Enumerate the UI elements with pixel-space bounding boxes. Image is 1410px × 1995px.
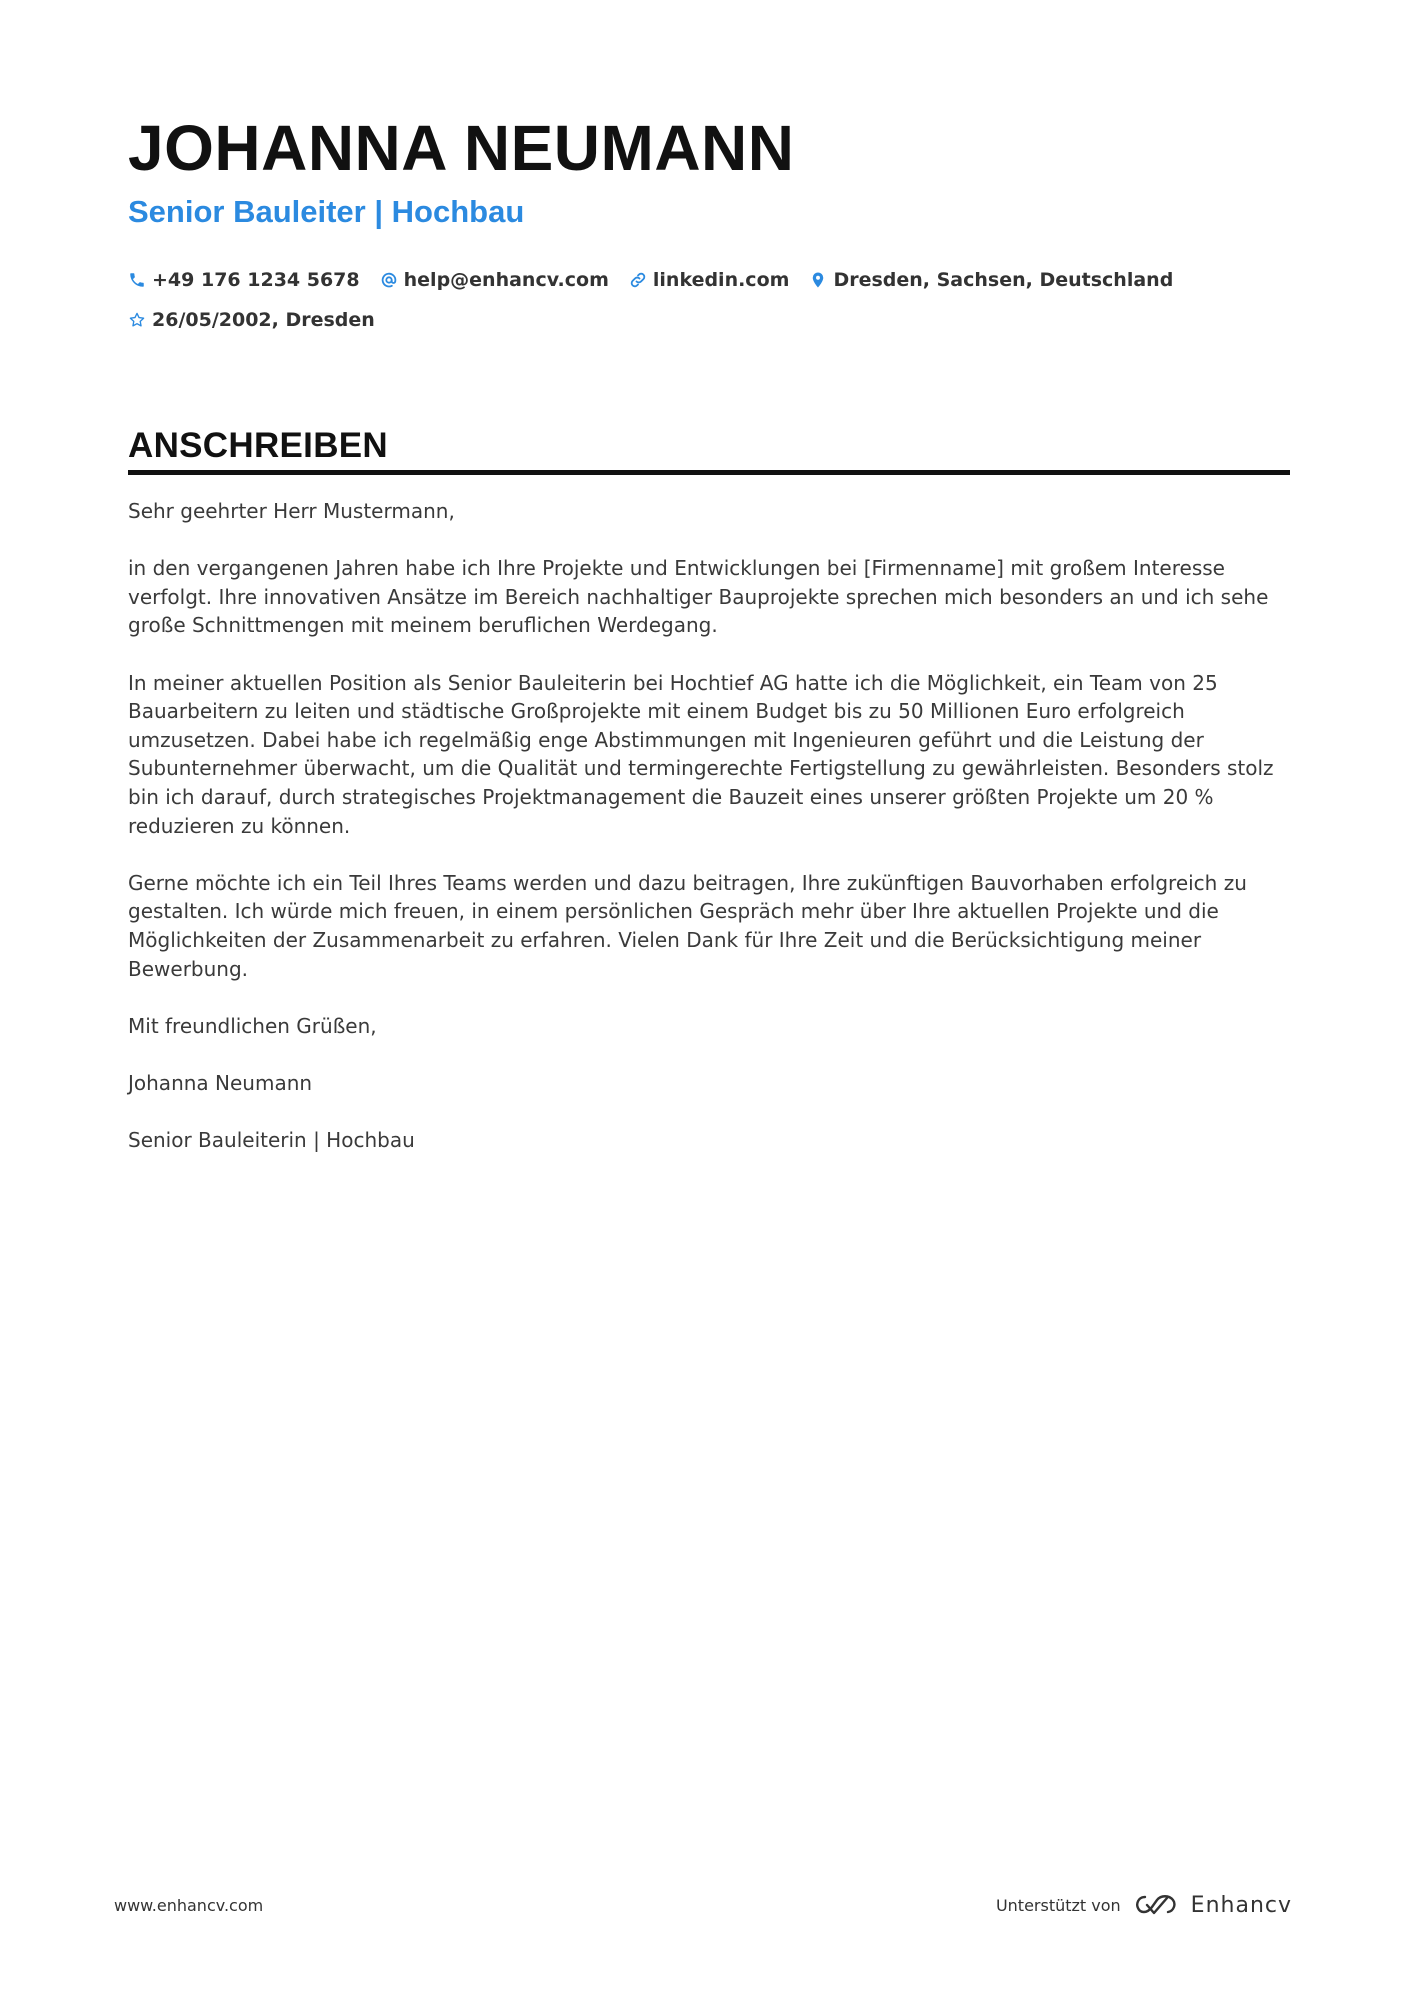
- location-pin-icon: [809, 271, 827, 289]
- enhancv-logo-icon: [1133, 1892, 1179, 1918]
- star-icon: [128, 311, 146, 329]
- phone-text: +49 176 1234 5678: [152, 269, 360, 291]
- candidate-headline: Senior Bauleiter | Hochbau: [128, 194, 525, 229]
- section-title: ANSCHREIBEN: [128, 426, 1290, 475]
- contact-email[interactable]: [380, 260, 609, 300]
- powered-by-text: Unterstützt von: [995, 1895, 1121, 1915]
- at-icon: [380, 271, 398, 289]
- contact-phone[interactable]: [128, 260, 360, 300]
- page-footer: [114, 1888, 1292, 1922]
- cover-letter-body: [128, 497, 1290, 1155]
- letter-paragraph: In meiner aktuellen Position als Senior Bauleiterin bei Hochtief AG hatte ich die Möglichkeit, ein Team von 25 Bauarbeitern zu leiten und städtische Großprojekte mit einem Budget bis zu 50 Millionen Euro erfolgreich umzusetzen. Dabei habe ich regelmäßig enge Abstimmungen mit Ingenieuren geführt und die Leistung der Subunternehmer überwacht, um die Qualität und termingerechte Fertigstellung zu gewährleisten. Besonders stolz bin ich darauf, durch strategisches Projektmanagement die Bauzeit eines unserer größten Projekte um 20 % reduzieren zu können.: [128, 670, 1274, 838]
- contact-info: [128, 260, 1290, 340]
- letter-salutation: Sehr geehrter Herr Mustermann,: [128, 499, 455, 523]
- powered-by[interactable]: [996, 1892, 1292, 1918]
- location-text: Dresden, Sachsen, Deutschland: [833, 269, 1174, 291]
- link-text: linkedin.com: [652, 269, 790, 291]
- contact-birth: [128, 300, 375, 340]
- contact-location: [809, 260, 1173, 300]
- letter-paragraph: Gerne möchte ich ein Teil Ihres Teams werden und dazu beitragen, Ihre zukünftigen Bauvorhaben erfolgreich zu gestalten. Ich würde mich freuen, in einem persönlichen Gespräch mehr über Ihre aktuellen Projekte und die Möglichkeiten der Zusammenarbeit zu erfahren. Vielen Dank für Ihre Zeit und die Berücksichtigung meiner Bewerbung.: [128, 870, 1247, 981]
- brand-name: Enhancv: [1190, 1892, 1292, 1918]
- contact-link[interactable]: [629, 260, 790, 300]
- letter-paragraph: in den vergangenen Jahren habe ich Ihre Projekte und Entwicklungen bei [Firmenname] mit großem Interesse verfolgt. Ihre innovativen Ansätze im Bereich nachhaltiger Bauprojekte sprechen mich besonders an und ich sehe große Schnittmengen mit meinem beruflichen Werdegang.: [128, 556, 1269, 638]
- signature-name: Johanna Neumann: [128, 1070, 313, 1095]
- phone-icon: [128, 271, 146, 289]
- link-icon: [629, 271, 647, 289]
- resume-page: [128, 108, 1290, 1183]
- email-text: help@enhancv.com: [403, 269, 609, 291]
- footer-website-link[interactable]: www.enhancv.com: [114, 1895, 264, 1915]
- signature-title: Senior Bauleiterin | Hochbau: [128, 1128, 415, 1153]
- birth-text: 26/05/2002, Dresden: [152, 309, 375, 331]
- letter-closing: Mit freundlichen Grüßen,: [128, 1013, 377, 1038]
- candidate-name: JOHANNA NEUMANN: [128, 112, 795, 184]
